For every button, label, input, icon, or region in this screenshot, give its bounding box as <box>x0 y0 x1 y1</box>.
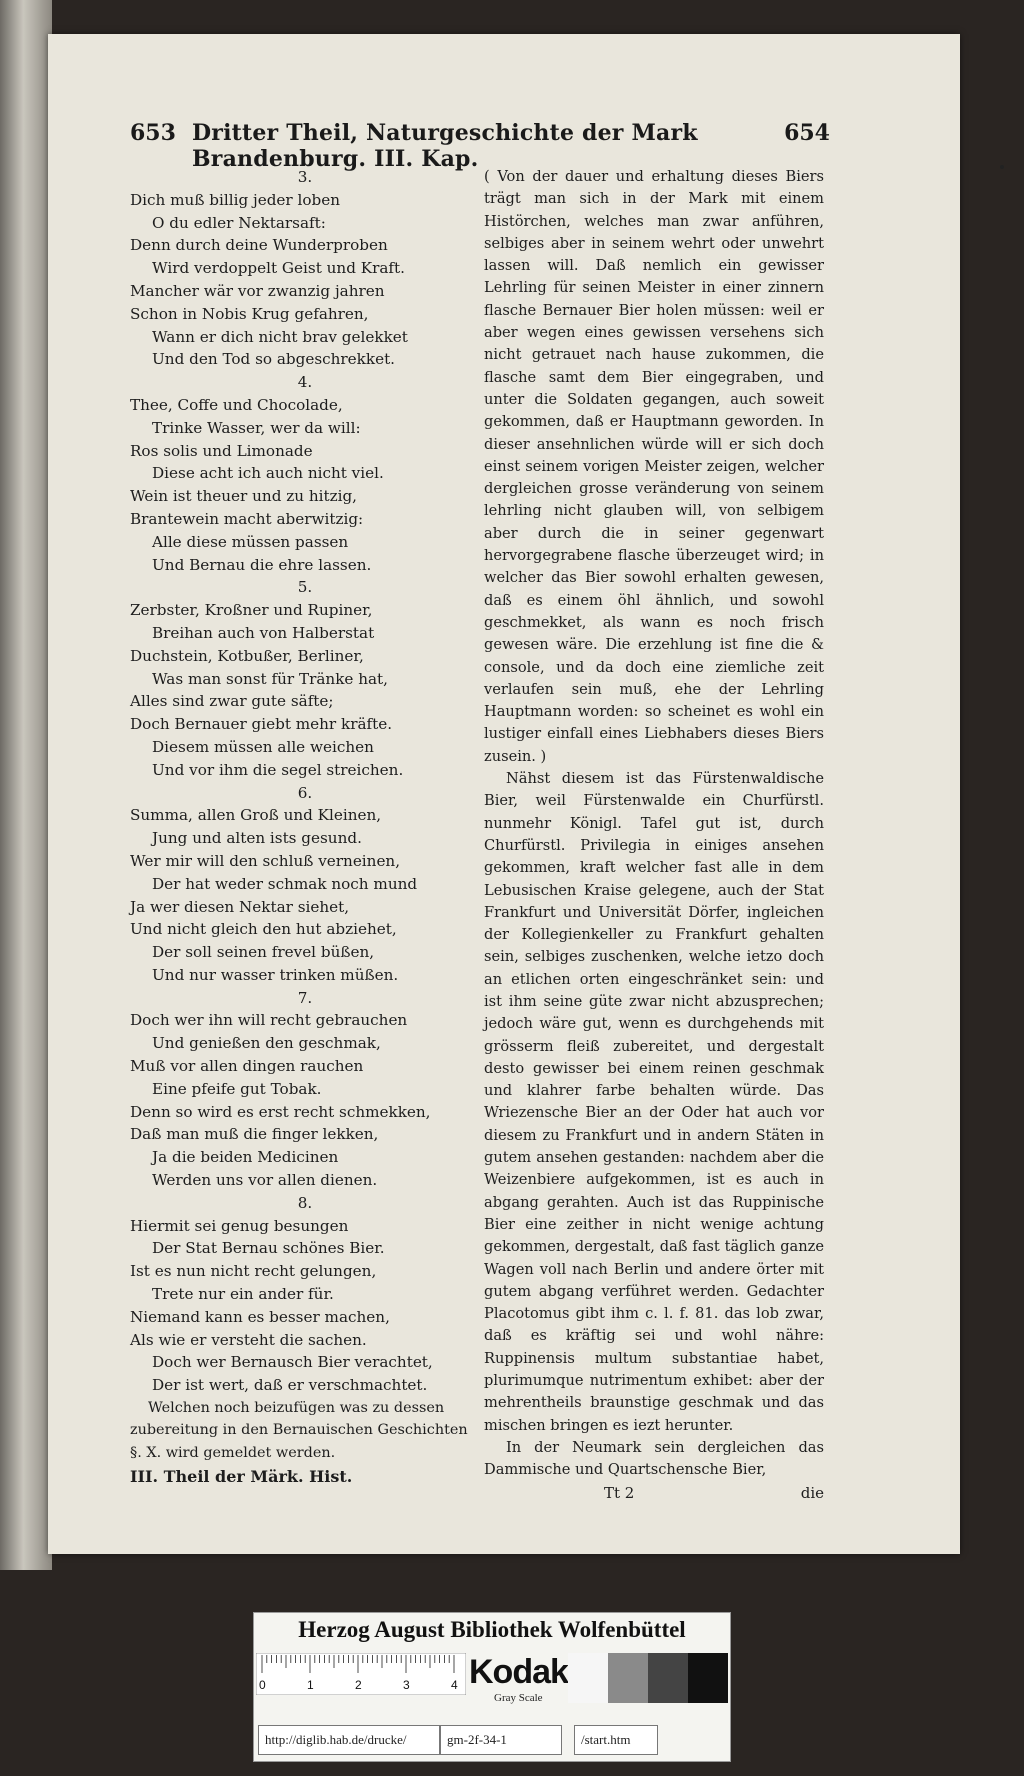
prose-paragraph: ( Von der dauer und erhaltung dieses Biers trägt man sich in der Mark mit einem Histörchen, welches man zwar anführen, selbiges aber in seinem wehrt oder unwehrt lassen will. Daß nemlich ein gewisser Lehrling für seinen Meister in einer zinnern flasche Bernauer Bier holen müssen: weil er aber wegen eines gewissen versehens sich nicht getrauet nach hause zukommen, die flasche samt dem Bier eingegraben, und unter die Soldaten gegangen, auch soweit gekommen, daß er Hauptmann geworden. In dieser ansehnlichen würde will er sich doch einst seinem vorigen Meister zeigen, welcher dergleichen grosse veränderung von seinem lehrling nicht glauben will, von selbigem aber durch die in seiner gegenwart hervorgegrabene flasche überzeuget wird; in welcher das Bier sowohl erhalten gewesen, daß es einem öhl ähnlich, und sowohl geschmekket, als wann es noch frisch gewesen wäre. Die erzehlung ist fine die & console, und da doch eine ziemliche zeit verlaufen sein muß, ehe der Lehrling Hauptmann worden: so scheinet es wohl ein lustiger einfall eines Liebhabers dieses Biers zusein. ) <box>484 168 824 765</box>
running-header <box>130 120 830 172</box>
poem-line: Breihan auch von Halberstat <box>152 623 375 642</box>
swatch-gray <box>608 1653 648 1703</box>
volume-signature: III. Theil der Märk. Hist. <box>130 1467 353 1487</box>
poem-line: Dich muß billig jeder loben <box>130 190 340 209</box>
prose-paragraph: Nähst diesem ist das Fürstenwaldische Bier, weil Fürstenwalde ein Churfürstl. nunmehr Königl. Tafel gut ist, durch Churfürstl. Privilegia in einiges ansehen gekommen, kraft welcher fast alle in dem Lebusischen Kraise gelegene, auch der Stat Frankfurt und Universität Dörfer, ingleichen der Kollegienkeller zu Frankfurt gehalten sein, selbiges zuschenken, welche ietzo doch an etlichen orten eingeschränket sein: und ist ihm seine güte zwar nicht abzusprechen; jedoch wäre gut, wenn es durchgehends mit grösserm fleiß zubereitet, und dergestalt desto gewisser bei einem reinen geschmak und klahrer farbe behalten würde. Das Wriezensche Bier an der Oder hat auch vor diesem zu Frankfurt und in andern Stäten in gutem ansehen gestanden: nachdem aber die Weizenbiere aufgekommen, ist es auch in abgang gerahten. Auch ist das Ruppinische Bier eine zeither in nicht wenige achtung gekommen, dergestalt, daß fast täglich ganze Wagen voll nach Berlin und andere örter mit gutem abgang verführet werden. Gedachter Placotomus gibt ihm c. l. f. 81. das lob zwar, daß es kräftig sei und wohl nähre: Ruppinensis multum substantiae habet, plurimumque nutrimentum exhibet: aber der mehrentheils braunstige geschmak und das mischen bringen es iezt herunter. <box>484 770 824 1434</box>
poem-line: Wein ist theuer und zu hitzig, <box>130 487 358 506</box>
prose-paragraph: In der Neumark sein dergleichen das Dammische und Quartschensche Bier, <box>484 1438 824 1479</box>
swatch-dark-gray <box>648 1653 688 1703</box>
ruler-number: 2 <box>355 1678 362 1692</box>
poem-line: Niemand kann es besser machen, <box>130 1307 390 1326</box>
poem-line: Der ist wert, daß er verschmachtet. <box>152 1376 428 1395</box>
poem-line: Und nicht gleich den hut abziehet, <box>130 920 397 939</box>
stanza-number: 3. <box>297 168 313 186</box>
poem-line: Alles sind zwar gute säfte; <box>130 692 334 711</box>
poem-line: Zerbster, Kroßner und Rupiner, <box>130 601 373 620</box>
poem-line: Und genießen den geschmak, <box>152 1034 381 1053</box>
poem-line: Schon in Nobis Krug gefahren, <box>130 304 369 323</box>
poem-line: Trinke Wasser, wer da will: <box>152 418 361 437</box>
catchword: die <box>800 1483 824 1502</box>
poem-line: Doch wer Bernausch Bier verachtet, <box>152 1353 433 1372</box>
poem-line: O du edler Nektarsaft: <box>152 213 326 232</box>
scan-reference-strip <box>253 1612 731 1762</box>
poem-line: Ist es nun nicht recht gelungen, <box>130 1262 377 1281</box>
shelfmark-label: gm-2f-34-1 <box>440 1725 562 1755</box>
poem-line: Und vor ihm die segel streichen. <box>152 760 404 779</box>
page-number-left: 653 <box>130 120 176 146</box>
swatch-black <box>688 1653 728 1703</box>
page-number-right: 654 <box>784 120 830 146</box>
poem-line: Und nur wasser trinken müßen. <box>152 965 399 984</box>
start-label: /start.htm <box>574 1725 658 1755</box>
stanza-number: 5. <box>297 578 313 597</box>
poem-line: Als wie er versteht die sachen. <box>130 1330 367 1349</box>
stanza-number: 7. <box>297 988 313 1007</box>
poem-line: Was man sonst für Tränke hat, <box>152 669 388 688</box>
grayscale-label: Gray Scale <box>494 1692 543 1704</box>
poem-line: Summa, allen Groß und Kleinen, <box>130 806 382 825</box>
poem-line: Ja die beiden Medicinen <box>152 1148 339 1167</box>
poem-line: Der hat weder schmak noch mund <box>152 874 418 893</box>
poem-line: Doch Bernauer giebt mehr kräfte. <box>130 715 393 734</box>
stanza-number: 8. <box>297 1193 313 1212</box>
running-title: Dritter Theil, Naturgeschichte der Mark Brandenburg. III. Kap. <box>192 120 698 172</box>
prose-column <box>484 166 824 1504</box>
stanza-number: 6. <box>297 783 313 802</box>
url-label: http://diglib.hab.de/drucke/ <box>258 1725 440 1755</box>
poem-line: Und den Tod so abgeschrekket. <box>152 350 395 369</box>
poem-line: Der Stat Bernau schönes Bier. <box>152 1239 385 1258</box>
poem-line: Ja wer diesen Nektar siehet, <box>130 897 350 916</box>
stanza-number: 4. <box>297 373 313 392</box>
poem-line: Der soll seinen frevel büßen, <box>152 943 375 962</box>
poem-line: Diesem müssen alle weichen <box>152 737 374 756</box>
poem-line: Brantewein macht aberwitzig: <box>130 509 364 528</box>
poem-line: Wann er dich nicht brav gelekket <box>152 327 408 346</box>
ruler-number: 0 <box>259 1678 266 1692</box>
gathering-signature: Tt 2 <box>604 1483 635 1502</box>
poem-line: Wer mir will den schluß verneinen, <box>130 851 401 870</box>
ruler-number: 1 <box>307 1678 314 1692</box>
kodak-logo: Kodak <box>469 1653 568 1691</box>
poem-line: Trete nur ein ander für. <box>152 1285 334 1304</box>
poem-line: Denn durch deine Wunderproben <box>130 236 388 255</box>
poem-line: Eine pfeife gut Tobak. <box>152 1079 322 1098</box>
measurement-ruler <box>256 1653 466 1695</box>
editorial-note: Welchen noch beizufügen was zu dessen zubereitung in den Bernauischen Geschichten §. X. wird gemeldet werden. <box>130 1400 468 1461</box>
poem-line: Hiermit sei genug besungen <box>130 1216 349 1235</box>
signature-row <box>484 1482 824 1504</box>
poem-line: Denn so wird es erst recht schmekken, <box>130 1102 431 1121</box>
ruler-number: 3 <box>403 1678 410 1692</box>
poem-line: Diese acht ich auch nicht viel. <box>152 464 384 483</box>
poem-line: Thee, Coffe und Chocolade, <box>130 395 343 414</box>
poem-line: Werden uns vor allen dienen. <box>152 1171 378 1190</box>
poem-line: Jung und alten ists gesund. <box>152 829 362 848</box>
poem-line: Duchstein, Kotbußer, Berliner, <box>130 646 364 665</box>
adjacent-page-edge <box>0 0 52 1570</box>
poem-line: Daß man muß die finger lekken, <box>130 1125 379 1144</box>
poem-line: Doch wer ihn will recht gebrauchen <box>130 1011 408 1030</box>
swatch-white <box>568 1653 608 1703</box>
poem-line: Muß vor allen dingen rauchen <box>130 1057 364 1076</box>
ruler-number: 4 <box>451 1678 458 1692</box>
grayscale-swatches <box>568 1653 728 1703</box>
poem-line: Mancher wär vor zwanzig jahren <box>130 281 385 300</box>
poem-line: Und Bernau die ehre lassen. <box>152 555 372 574</box>
poem-column <box>130 166 480 1489</box>
library-name: Herzog August Bibliothek Wolfenbüttel <box>298 1617 686 1642</box>
poem-line: Ros solis und Limonade <box>130 441 313 460</box>
poem-line: Alle diese müssen passen <box>152 532 349 551</box>
margin-mark <box>1000 165 1004 169</box>
poem-line: Wird verdoppelt Geist und Kraft. <box>152 259 405 278</box>
